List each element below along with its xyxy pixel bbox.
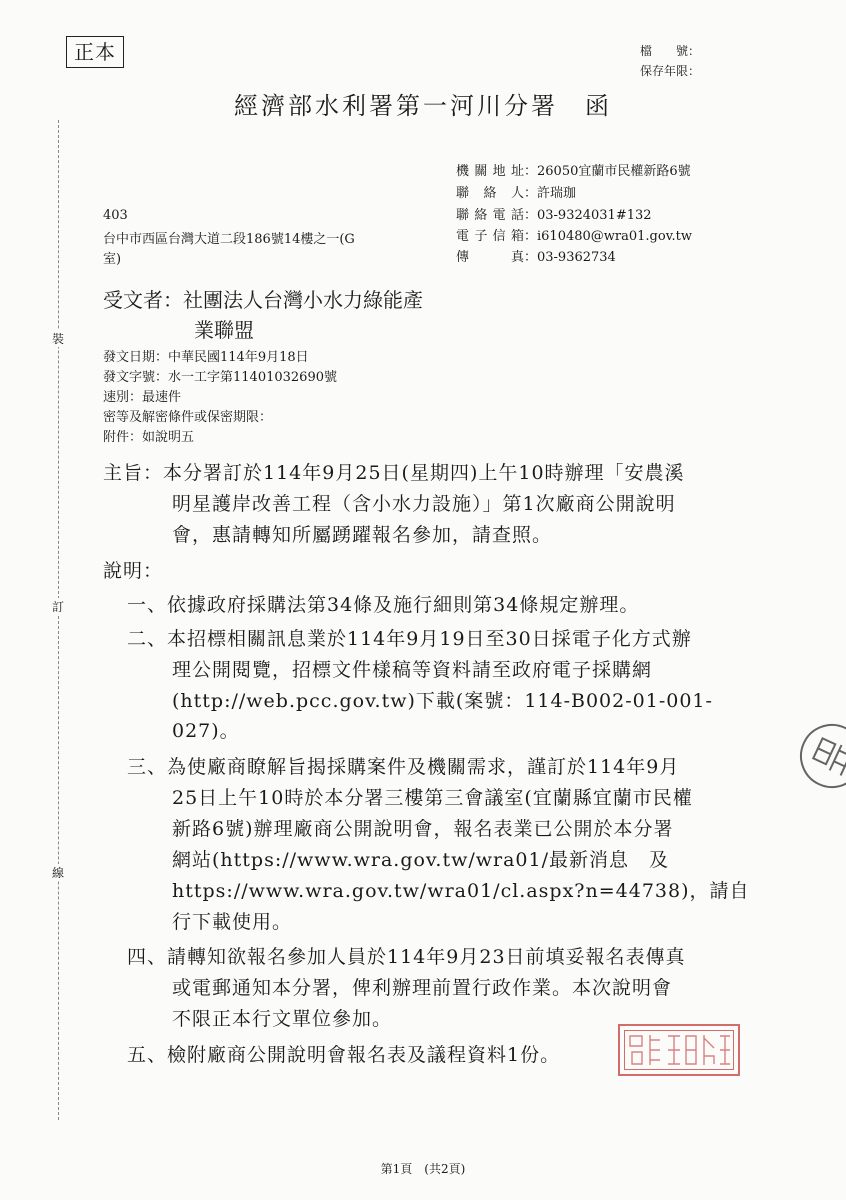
- urgency: 速別：最速件: [103, 390, 182, 405]
- explanation-line: 或電郵通知本分署，俾利辦理前置行政作業。本次說明會: [172, 977, 673, 999]
- info-value: ：03-9362734: [524, 250, 616, 265]
- info-value: ：i610480@wra01.gov.tw: [524, 229, 692, 244]
- explanation-line: (http://web.pcc.gov.tw)下載(案號：114-B002-01-001-: [172, 690, 713, 712]
- recipient-address-line1: 台中市西區台灣大道二段186號14樓之一(G: [103, 232, 355, 247]
- explanation-line: 網站(https://www.wra.gov.tw/wra01/最新消息 及: [172, 849, 669, 871]
- explanation-item-2: 二、本招標相關訊息業於114年9月19日至30日採電子化方式辦: [127, 628, 692, 650]
- issue-date: 發文日期：中華民國114年9月18日: [103, 350, 309, 365]
- margin-mark-zhuang: 裝: [52, 332, 65, 346]
- sender-fax: [456, 246, 616, 265]
- info-key: 傳真: [456, 250, 524, 265]
- official-seal: [618, 1024, 740, 1076]
- sender-email: [456, 225, 692, 244]
- confidentiality: 密等及解密條件或保密期限：: [103, 410, 273, 425]
- margin-mark-ding: 訂: [52, 600, 65, 614]
- subject-line: 主旨：本分署訂於114年9月25日(星期四)上午10時辦理「安農溪: [103, 462, 685, 484]
- sender-phone: [456, 204, 652, 223]
- info-key: 電子信箱: [456, 229, 524, 244]
- explanation-item-1: 一、依據政府採購法第34條及施行細則第34條規定辦理。: [127, 594, 640, 616]
- explanation-item-4: 四、請轉知欲報名參加人員於114年9月23日前填妥報名表傳真: [127, 946, 686, 968]
- explanation-item-3: 三、為使廠商瞭解旨揭採購案件及機關需求，謹訂於114年9月: [127, 756, 680, 778]
- explanation-line: https://www.wra.gov.tw/wra01/cl.aspx?n=44738)，請自: [172, 880, 750, 902]
- original-copy-mark: 正本: [66, 36, 124, 68]
- explanation-line: 新路6號)辦理廠商公開說明會，報名表業已公開於本分署: [172, 818, 674, 840]
- explanation-line: 25日上午10時於本分署三樓第三會議室(宜蘭縣宜蘭市民權: [172, 787, 693, 809]
- page-footer: 第1頁 (共2頁): [380, 1162, 466, 1176]
- info-value: ：26050宜蘭市民權新路6號: [524, 164, 691, 179]
- document-title: 經濟部水利署第一河川分署 函: [234, 92, 612, 120]
- seal-pattern-icon: [620, 1026, 738, 1074]
- retention-label: 保存年限：: [640, 64, 701, 78]
- subject-line: 明星護岸改善工程（含小水力設施）」第1次廠商公開說明: [172, 493, 676, 515]
- recipient-label: 受文者：: [103, 288, 183, 312]
- recipient-postcode: 403: [103, 208, 128, 223]
- receipt-stamp-icon: [789, 713, 846, 798]
- info-key: 聯絡人: [456, 186, 524, 201]
- recipient-line2: 業聯盟: [194, 318, 254, 342]
- subject-line: 會，惠請轉知所屬踴躍報名參加，請查照。: [172, 524, 553, 546]
- info-key: 聯絡電話: [456, 208, 524, 223]
- info-value: ：許瑞珈: [524, 186, 577, 201]
- explanation-line: 不限正本行文單位參加。: [172, 1008, 393, 1030]
- info-key: 機關地址: [456, 164, 524, 179]
- info-value: ：03-9324031#132: [524, 208, 652, 223]
- recipient-address-line2: 室): [103, 252, 122, 267]
- explanation-heading: 說明：: [103, 560, 164, 582]
- recipient-name: 社團法人台灣小水力綠能產: [183, 288, 423, 312]
- explanation-line: 行下載使用。: [172, 911, 293, 933]
- file-number-label: 檔 號：: [640, 44, 701, 58]
- attachments: 附件：如說明五: [103, 430, 195, 445]
- sender-contact: [456, 182, 576, 201]
- binding-line: [58, 120, 59, 1120]
- explanation-item-5: 五、檢附廠商公開說明會報名表及議程資料1份。: [127, 1044, 561, 1066]
- explanation-line: 理公開閱覽，招標文件樣稿等資料請至政府電子採購網: [172, 659, 653, 681]
- margin-mark-xian: 線: [52, 866, 65, 880]
- explanation-line: 027)。: [172, 720, 240, 742]
- recipient-line1: [103, 284, 423, 313]
- sender-address: [456, 160, 691, 179]
- document-number: 發文字號：水一工字第11401032690號: [103, 370, 337, 385]
